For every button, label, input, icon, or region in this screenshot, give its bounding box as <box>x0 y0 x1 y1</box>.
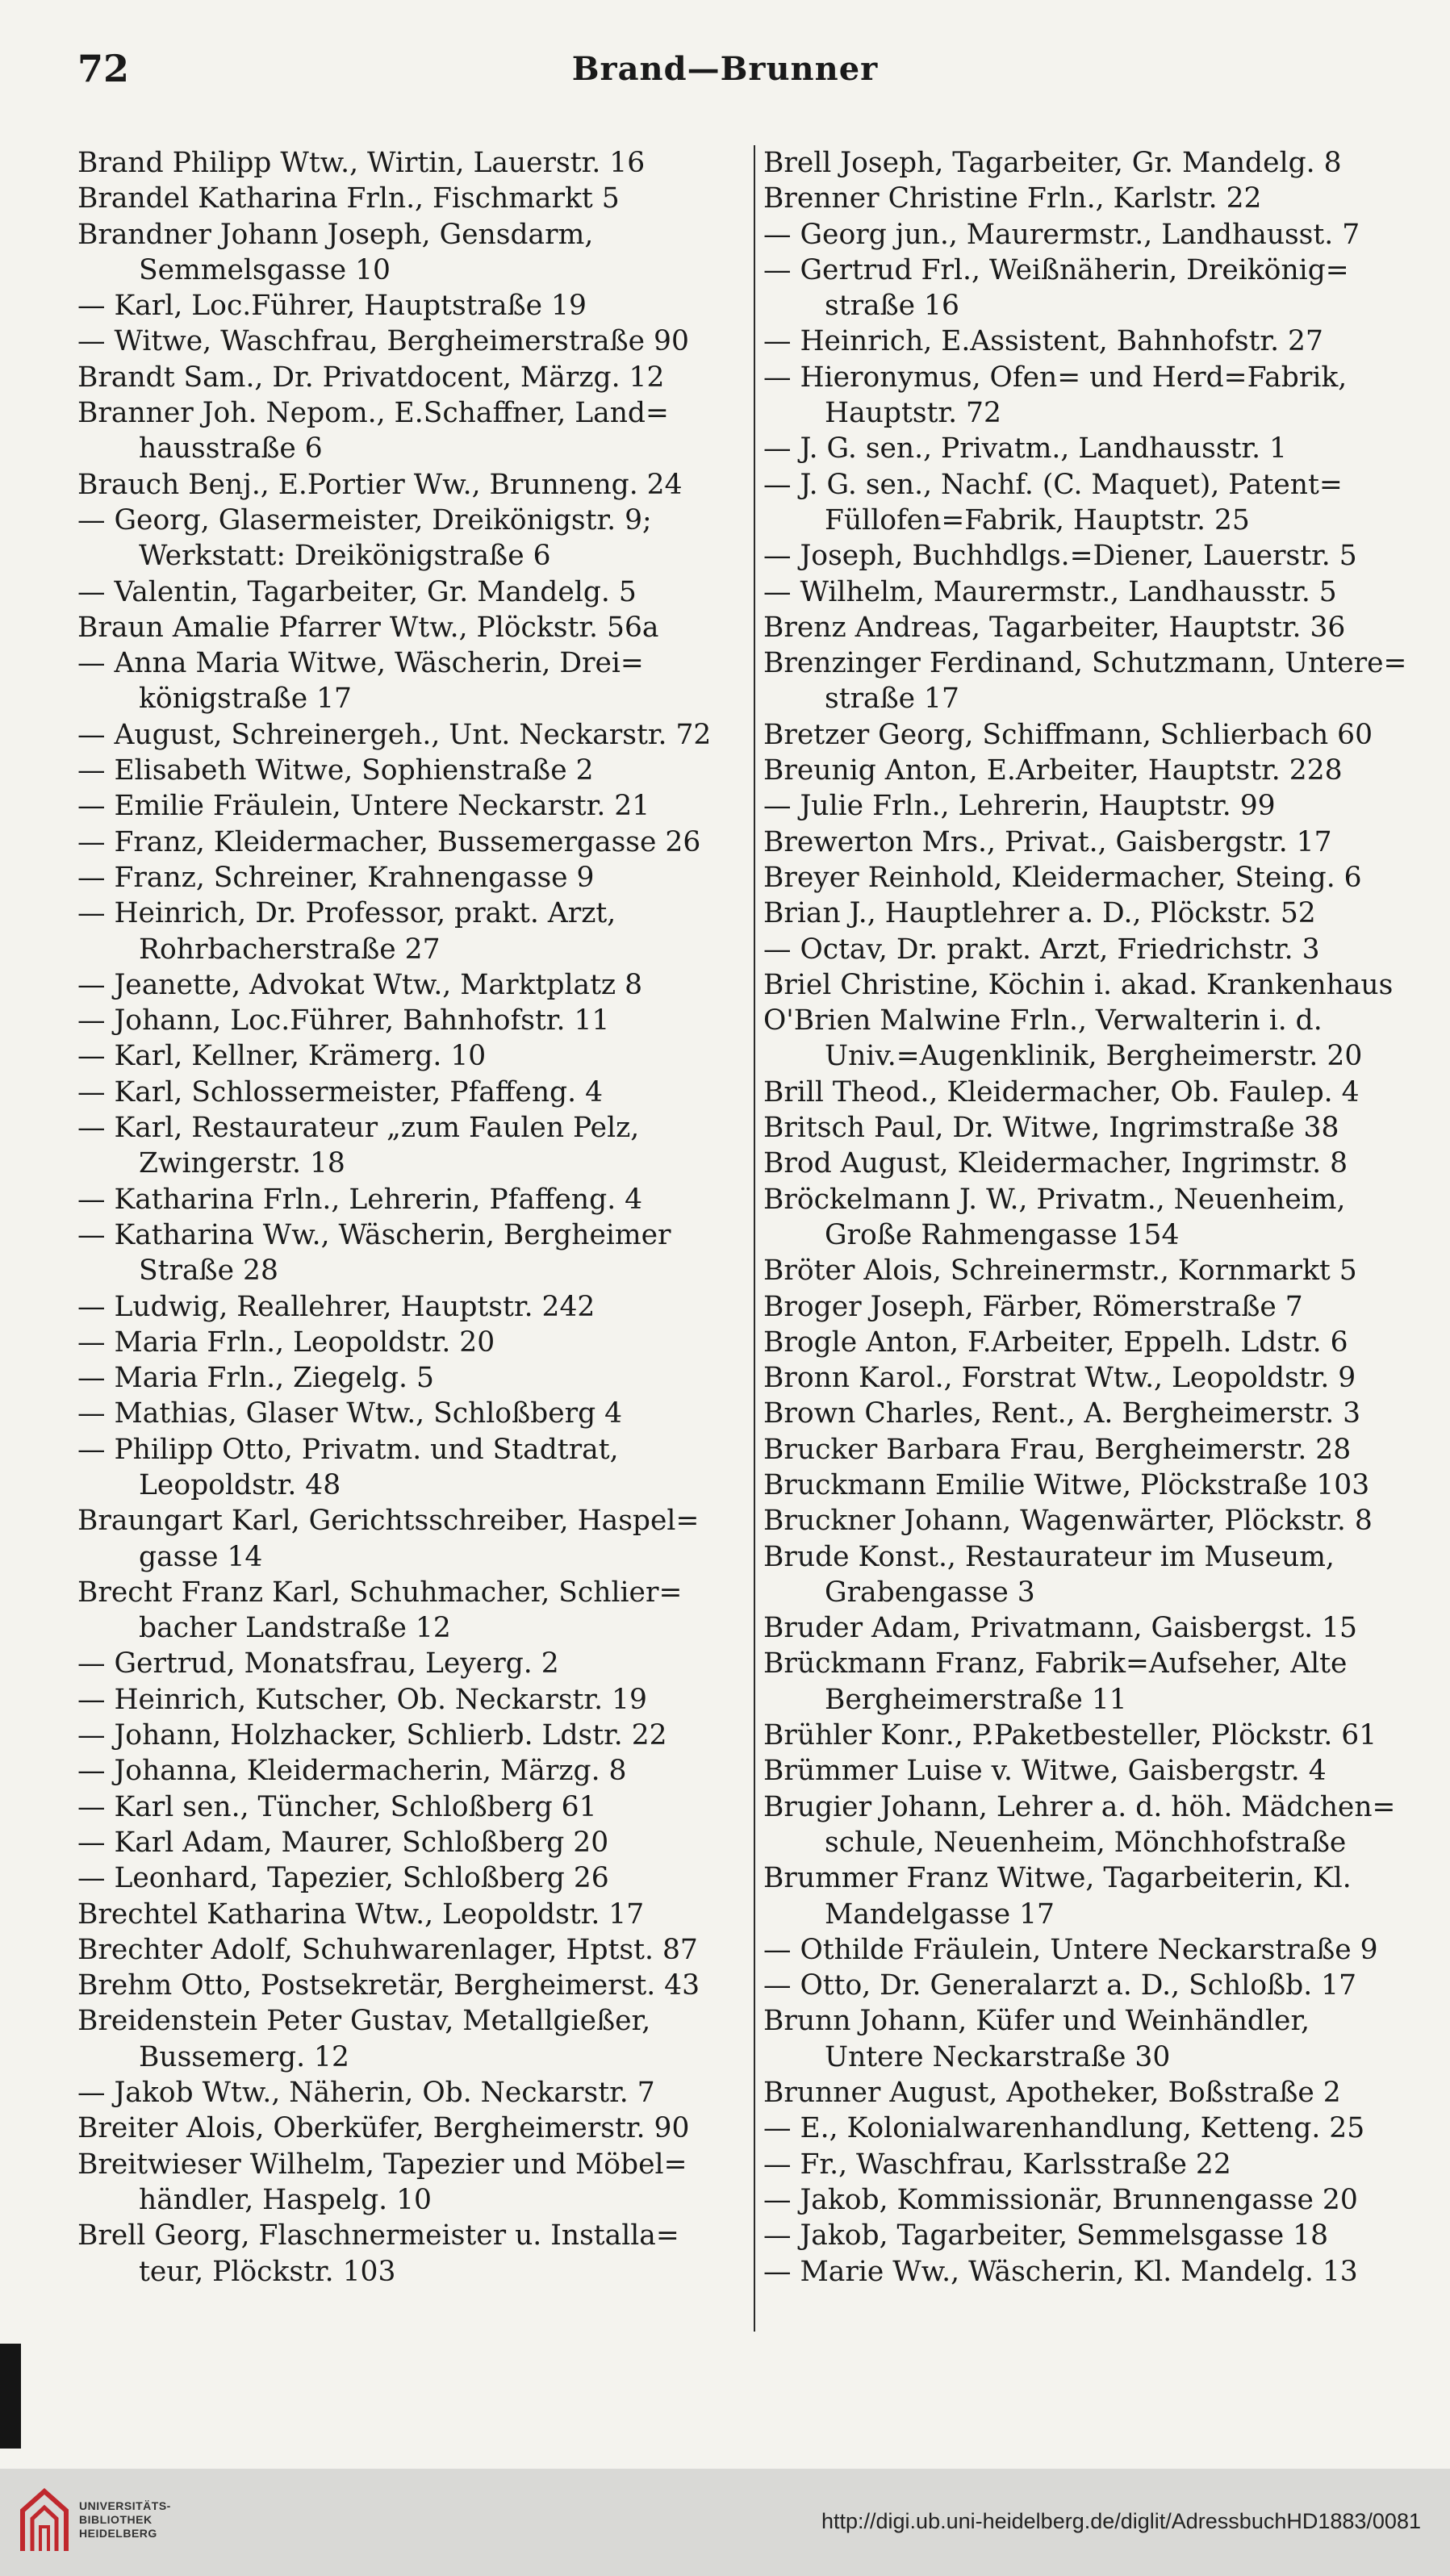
directory-entry <box>754 431 1419 466</box>
directory-entry <box>754 932 1419 967</box>
directory-entry <box>77 1038 754 1074</box>
entry-text: — Karl, Kellner, Krämerg. 10 <box>77 1040 487 1073</box>
entry-text: Brenner Christine Frln., Karlstr. 22 <box>763 182 1262 215</box>
directory-entry <box>77 1217 754 1289</box>
entry-continuation: Untere Neckarstraße 30 <box>825 2040 1171 2073</box>
directory-entry <box>77 2147 754 2219</box>
directory-entry <box>77 788 754 824</box>
entry-text: Briel Christine, Köchin i. akad. Krankenhaus <box>763 968 1394 1001</box>
entry-text: O'Brien Malwine Frln., Verwalterin i. d. <box>763 1004 1323 1037</box>
entry-text: — Franz, Kleidermacher, Bussemergasse 26 <box>77 825 701 858</box>
entry-text: — J. G. sen., Privatm., Landhausstr. 1 <box>763 432 1287 466</box>
entry-text: Brewerton Mrs., Privat., Gaisbergstr. 17 <box>763 825 1332 858</box>
entry-continuation: Große Rahmengasse 154 <box>825 1218 1180 1251</box>
directory-entry <box>754 1110 1419 1146</box>
directory-entry <box>77 1396 754 1431</box>
entry-continuation: straße 16 <box>825 290 959 323</box>
library-name <box>79 2499 171 2541</box>
entry-text: Brugier Johann, Lehrer a. d. höh. Mädchen= <box>763 1790 1396 1823</box>
entry-text: — Jakob, Tagarbeiter, Semmelsgasse 18 <box>763 2219 1329 2252</box>
directory-entry <box>754 2147 1419 2182</box>
entry-text: — Julie Frln., Lehrerin, Hauptstr. 99 <box>763 790 1276 823</box>
scan-edge-mark <box>0 2344 21 2449</box>
entry-text: — Jakob Wtw., Näherin, Ob. Neckarstr. 7 <box>77 2077 655 2110</box>
entry-text: — Georg, Glasermeister, Dreikönigstr. 9; <box>77 503 652 536</box>
directory-entry <box>754 181 1419 216</box>
entry-text: — Gertrud Frl., Weißnäherin, Dreikönig= <box>763 253 1349 286</box>
directory-entry <box>77 967 754 1003</box>
directory-entry <box>754 1253 1419 1288</box>
entry-continuation: Leopoldstr. 48 <box>139 1468 341 1501</box>
directory-entry <box>77 217 754 289</box>
entry-text: Brand Philipp Wtw., Wirtin, Lauerstr. 16 <box>77 147 646 179</box>
entry-text: Bretzer Georg, Schiffmann, Schlierbach 60 <box>763 718 1373 751</box>
entry-text: Brauch Benj., E.Portier Ww., Brunneng. 24 <box>77 468 683 501</box>
entry-continuation: teur, Plöckstr. 103 <box>139 2255 396 2288</box>
directory-entry <box>754 2110 1419 2146</box>
directory-entry <box>754 574 1419 610</box>
entry-text: — Fr., Waschfrau, Karlsstraße 22 <box>763 2148 1231 2181</box>
directory-entry <box>754 538 1419 574</box>
directory-entry <box>77 1360 754 1396</box>
entry-text: — Emilie Fräulein, Untere Neckarstr. 21 <box>77 790 650 823</box>
entry-text: Brandt Sam., Dr. Privatdocent, Märzg. 12 <box>77 361 665 394</box>
entry-continuation: Grabengasse 3 <box>825 1576 1035 1609</box>
directory-entry <box>77 1718 754 1753</box>
directory-entry <box>77 1503 754 1575</box>
directory-entry <box>754 717 1419 753</box>
page-number: 72 <box>77 47 130 90</box>
directory-entry <box>77 1646 754 1681</box>
entry-text: Breidenstein Peter Gustav, Metallgießer, <box>77 2005 651 2038</box>
directory-entry <box>754 1325 1419 1360</box>
entry-text: — August, Schreinergeh., Unt. Neckarstr. 72 <box>77 718 712 751</box>
entry-continuation: Semmelsgasse 10 <box>139 253 391 286</box>
entry-text: Broger Joseph, Färber, Römerstraße 7 <box>763 1290 1303 1323</box>
directory-entry <box>754 1932 1419 1968</box>
directory-entry <box>77 395 754 467</box>
directory-entry <box>77 2218 754 2290</box>
directory-entry <box>754 896 1419 931</box>
entry-continuation: Füllofen=Fabrik, Hauptstr. 25 <box>825 503 1250 536</box>
entry-text: Brill Theod., Kleidermacher, Ob. Faulep. 4 <box>763 1075 1360 1108</box>
entry-text: Brandel Katharina Frln., Fischmarkt 5 <box>77 182 620 215</box>
entry-text: Brucker Barbara Frau, Bergheimerstr. 28 <box>763 1433 1352 1466</box>
directory-entry <box>77 896 754 967</box>
directory-entry <box>754 967 1419 1003</box>
entry-continuation: straße 17 <box>825 683 959 716</box>
entry-text: — Karl Adam, Maurer, Schloßberg 20 <box>77 1826 609 1859</box>
entry-text: Brown Charles, Rent., A. Bergheimerstr. 3 <box>763 1397 1361 1430</box>
entry-text: Breiter Alois, Oberküfer, Bergheimerstr. 90 <box>77 2112 690 2145</box>
directory-entry <box>77 1789 754 1825</box>
entry-text: Brechter Adolf, Schuhwarenlager, Hptst. 87 <box>77 1933 698 1966</box>
directory-entry <box>77 1753 754 1789</box>
directory-entry <box>754 1003 1419 1075</box>
directory-entry <box>754 788 1419 824</box>
entry-text: — Jeanette, Advokat Wtw., Marktplatz 8 <box>77 968 643 1001</box>
entry-text: Brenzinger Ferdinand, Schutzmann, Untere= <box>763 647 1407 680</box>
directory-entry <box>77 1003 754 1038</box>
directory-entry <box>77 1182 754 1217</box>
directory-entry <box>754 1503 1419 1539</box>
entry-text: — Jakob, Kommissionär, Brunnengasse 20 <box>763 2183 1358 2216</box>
directory-entry <box>754 1146 1419 1181</box>
directory-entry <box>77 1075 754 1110</box>
entry-continuation: Hauptstr. 72 <box>825 397 1001 430</box>
footer-bar <box>0 2469 1450 2576</box>
directory-entry <box>754 1432 1419 1468</box>
directory-entry <box>754 610 1419 645</box>
entry-continuation: Rohrbacherstraße 27 <box>139 933 441 966</box>
entry-text: Brunner August, Apotheker, Boßstraße 2 <box>763 2077 1341 2110</box>
directory-entry <box>77 645 754 717</box>
directory-entry <box>77 1932 754 1968</box>
entry-text: Brunn Johann, Küfer und Weinhändler, <box>763 2005 1310 2038</box>
entry-continuation: händler, Haspelg. 10 <box>139 2183 432 2216</box>
entry-continuation: Bussemerg. 12 <box>139 2040 349 2073</box>
entry-text: Breyer Reinhold, Kleidermacher, Steing. 6 <box>763 861 1362 894</box>
entry-text: Brummer Franz Witwe, Tagarbeiterin, Kl. <box>763 1862 1352 1895</box>
entry-text: Breitwieser Wilhelm, Tapezier und Möbel= <box>77 2148 687 2181</box>
entry-text: Brehm Otto, Postsekretär, Bergheimerst. 43 <box>77 1969 700 2002</box>
directory-entry <box>77 574 754 610</box>
directory-entry <box>77 1968 754 2003</box>
entry-text: — Leonhard, Tapezier, Schloßberg 26 <box>77 1862 609 1895</box>
entry-text: — Othilde Fräulein, Untere Neckarstraße 9 <box>763 1933 1378 1966</box>
entry-text: — Wilhelm, Maurermstr., Landhausstr. 5 <box>763 575 1337 608</box>
entry-text: — Witwe, Waschfrau, Bergheimerstraße 90 <box>77 325 689 358</box>
entry-continuation: Straße 28 <box>139 1255 278 1288</box>
source-url[interactable]: http://digi.ub.uni-heidelberg.de/diglit/AdressbuchHD1883/0081 <box>821 2509 1421 2533</box>
directory-entry <box>77 753 754 788</box>
directory-entry <box>77 825 754 860</box>
entry-text: — Maria Frln., Leopoldstr. 20 <box>77 1326 495 1359</box>
directory-entry <box>77 145 754 181</box>
entry-text: — Valentin, Tagarbeiter, Gr. Mandelg. 5 <box>77 575 637 608</box>
directory-entry <box>77 860 754 896</box>
directory-entry <box>754 1396 1419 1431</box>
library-name-line1: UNIVERSITÄTS- <box>79 2499 171 2512</box>
right-column <box>754 145 1419 2290</box>
directory-entry <box>77 1682 754 1718</box>
entry-text: — Georg jun., Maurermstr., Landhausst. 7 <box>763 218 1360 251</box>
entry-text: — Johann, Loc.Führer, Bahnhofstr. 11 <box>77 1004 610 1037</box>
entry-text: — Johanna, Kleidermacherin, Märzg. 8 <box>77 1755 627 1788</box>
entry-text: — Octav, Dr. prakt. Arzt, Friedrichstr. 3 <box>763 933 1320 966</box>
entry-text: Brecht Franz Karl, Schuhmacher, Schlier= <box>77 1576 683 1609</box>
directory-entry <box>754 1718 1419 1753</box>
library-logo-icon <box>18 2486 71 2556</box>
entry-continuation: gasse 14 <box>139 1540 263 1573</box>
entry-text: — Karl, Schlossermeister, Pfaffeng. 4 <box>77 1075 604 1108</box>
directory-entry <box>77 1432 754 1504</box>
entry-text: — Gertrud, Monatsfrau, Leyerg. 2 <box>77 1647 559 1680</box>
directory-entry <box>77 717 754 753</box>
entry-text: Brell Georg, Flaschnermeister u. Installa= <box>77 2219 679 2252</box>
entry-text: — Heinrich, E.Assistent, Bahnhofstr. 27 <box>763 325 1323 358</box>
directory-entry <box>754 1182 1419 1254</box>
entry-text: Bruder Adam, Privatmann, Gaisbergst. 15 <box>763 1612 1357 1645</box>
directory-entry <box>754 1289 1419 1325</box>
entry-continuation: Univ.=Augenklinik, Bergheimerstr. 20 <box>825 1040 1363 1073</box>
directory-entry <box>77 360 754 395</box>
directory-entry <box>754 1789 1419 1861</box>
entry-text: — Marie Ww., Wäscherin, Kl. Mandelg. 13 <box>763 2255 1358 2288</box>
entry-text: — Otto, Dr. Generalarzt a. D., Schloßb. 17 <box>763 1969 1357 2002</box>
entry-text: Brechtel Katharina Wtw., Leopoldstr. 17 <box>77 1898 645 1931</box>
directory-entry <box>754 645 1419 717</box>
entry-continuation: Zwingerstr. 18 <box>139 1147 345 1180</box>
directory-entry <box>77 1575 754 1647</box>
entry-text: Brenz Andreas, Tagarbeiter, Hauptstr. 36 <box>763 611 1346 644</box>
entry-text: Braun Amalie Pfarrer Wtw., Plöckstr. 56a <box>77 611 659 644</box>
directory-entry <box>754 825 1419 860</box>
left-column <box>77 145 754 2290</box>
entry-text: Brell Joseph, Tagarbeiter, Gr. Mandelg. 8 <box>763 147 1342 179</box>
directory-entry <box>754 860 1419 896</box>
entry-text: Brühler Konr., P.Paketbesteller, Plöckstr. 61 <box>763 1719 1377 1752</box>
entry-text: — Maria Frln., Ziegelg. 5 <box>77 1362 434 1395</box>
entry-text: — E., Kolonialwarenhandlung, Ketteng. 25 <box>763 2112 1365 2145</box>
entry-continuation: bacher Landstraße 12 <box>139 1612 451 1645</box>
directory-entry <box>77 1325 754 1360</box>
library-name-line2: BIBLIOTHEK <box>79 2513 153 2526</box>
directory-entry <box>754 2182 1419 2218</box>
directory-entry <box>77 2003 754 2075</box>
entry-text: — Joseph, Buchhdlgs.=Diener, Lauerstr. 5 <box>763 540 1357 573</box>
directory-entry <box>754 1539 1419 1611</box>
entry-text: Brogle Anton, F.Arbeiter, Eppelh. Ldstr. 6 <box>763 1326 1348 1359</box>
directory-entry <box>754 253 1419 324</box>
entry-text: — Karl, Loc.Führer, Hauptstraße 19 <box>77 290 587 323</box>
directory-entry <box>754 1360 1419 1396</box>
entry-text: — Hieronymus, Ofen= und Herd=Fabrik, <box>763 361 1348 394</box>
directory-entry <box>754 1610 1419 1646</box>
entry-text: Brod August, Kleidermacher, Ingrimstr. 8 <box>763 1147 1348 1180</box>
entry-text: Brümmer Luise v. Witwe, Gaisbergstr. 4 <box>763 1755 1327 1788</box>
directory-entry <box>754 1860 1419 1932</box>
entry-continuation: hausstraße 6 <box>139 432 323 466</box>
directory-entry <box>754 1468 1419 1503</box>
directory-entry <box>754 1075 1419 1110</box>
entry-text: — Karl sen., Tüncher, Schloßberg 61 <box>77 1790 597 1823</box>
entry-text: — Ludwig, Reallehrer, Hauptstr. 242 <box>77 1290 595 1323</box>
directory-entry <box>754 1753 1419 1789</box>
entry-text: — Karl, Restaurateur „zum Faulen Pelz, <box>77 1112 640 1145</box>
directory-entry <box>77 503 754 574</box>
entry-text: — Mathias, Glaser Wtw., Schloßberg 4 <box>77 1397 623 1430</box>
directory-entry <box>754 2003 1419 2075</box>
directory-entry <box>77 2075 754 2110</box>
directory-entry <box>754 1968 1419 2003</box>
entry-text: Breunig Anton, E.Arbeiter, Hauptstr. 228 <box>763 754 1343 787</box>
library-name-line3: HEIDELBERG <box>79 2527 157 2540</box>
directory-entry <box>754 2075 1419 2110</box>
entry-continuation: Mandelgasse 17 <box>825 1898 1055 1931</box>
directory-entry <box>77 1825 754 1860</box>
entry-continuation: Werkstatt: Dreikönigstraße 6 <box>139 540 551 573</box>
entry-text: Brandner Johann Joseph, Gensdarm, <box>77 218 594 251</box>
directory-entry <box>754 217 1419 253</box>
entry-text: Britsch Paul, Dr. Witwe, Ingrimstraße 38 <box>763 1112 1339 1145</box>
entry-text: — Franz, Schreiner, Krahnengasse 9 <box>77 861 595 894</box>
entry-text: — Elisabeth Witwe, Sophienstraße 2 <box>77 754 594 787</box>
directory-entry <box>77 1860 754 1896</box>
entry-text: Braungart Karl, Gerichtsschreiber, Haspel= <box>77 1505 700 1538</box>
directory-entry <box>77 1289 754 1325</box>
directory-entry <box>77 1110 754 1182</box>
entry-text: Branner Joh. Nepom., E.Schaffner, Land= <box>77 397 669 430</box>
entry-continuation: Bergheimerstraße 11 <box>825 1683 1127 1716</box>
entry-text: — Katharina Frln., Lehrerin, Pfaffeng. 4 <box>77 1183 643 1216</box>
entry-text: Bruckner Johann, Wagenwärter, Plöckstr. 8 <box>763 1505 1373 1538</box>
directory-entry <box>77 610 754 645</box>
entry-text: — Heinrich, Dr. Professor, prakt. Arzt, <box>77 897 616 930</box>
running-head: Brand—Brunner <box>571 50 879 88</box>
directory-entry <box>77 467 754 503</box>
directory-entry <box>754 2218 1419 2253</box>
entry-text: Bröckelmann J. W., Privatm., Neuenheim, <box>763 1183 1346 1216</box>
directory-entry <box>77 288 754 324</box>
entry-text: Bruckmann Emilie Witwe, Plöckstraße 103 <box>763 1468 1370 1501</box>
directory-entry <box>754 753 1419 788</box>
entry-text: Bröter Alois, Schreinermstr., Kornmarkt 5 <box>763 1255 1357 1288</box>
entry-text: — Johann, Holzhacker, Schlierb. Ldstr. 22 <box>77 1719 667 1752</box>
directory-entry <box>754 2254 1419 2290</box>
directory-entry <box>77 1897 754 1932</box>
entry-continuation: schule, Neuenheim, Mönchhofstraße <box>825 1826 1347 1859</box>
directory-entry <box>77 324 754 359</box>
entry-text: — Anna Maria Witwe, Wäscherin, Drei= <box>77 647 644 680</box>
entry-text: — J. G. sen., Nachf. (C. Maquet), Patent= <box>763 468 1343 501</box>
directory-entry <box>77 181 754 216</box>
directory-entry <box>754 145 1419 181</box>
directory-entry <box>77 2110 754 2146</box>
entry-text: — Heinrich, Kutscher, Ob. Neckarstr. 19 <box>77 1683 647 1716</box>
directory-entry <box>754 360 1419 432</box>
entry-continuation: königstraße 17 <box>139 683 352 716</box>
directory-entry <box>754 1646 1419 1718</box>
entry-text: Brian J., Hauptlehrer a. D., Plöckstr. 52 <box>763 897 1316 930</box>
entry-text: Brückmann Franz, Fabrik=Aufseher, Alte <box>763 1647 1348 1680</box>
directory-entry <box>754 324 1419 359</box>
directory-entry <box>754 467 1419 539</box>
entry-text: Brude Konst., Restaurateur im Museum, <box>763 1540 1335 1573</box>
entry-text: Bronn Karol., Forstrat Wtw., Leopoldstr. 9 <box>763 1362 1356 1395</box>
entry-text: — Katharina Ww., Wäscherin, Bergheimer <box>77 1218 671 1251</box>
entry-text: — Philipp Otto, Privatm. und Stadtrat, <box>77 1433 619 1466</box>
